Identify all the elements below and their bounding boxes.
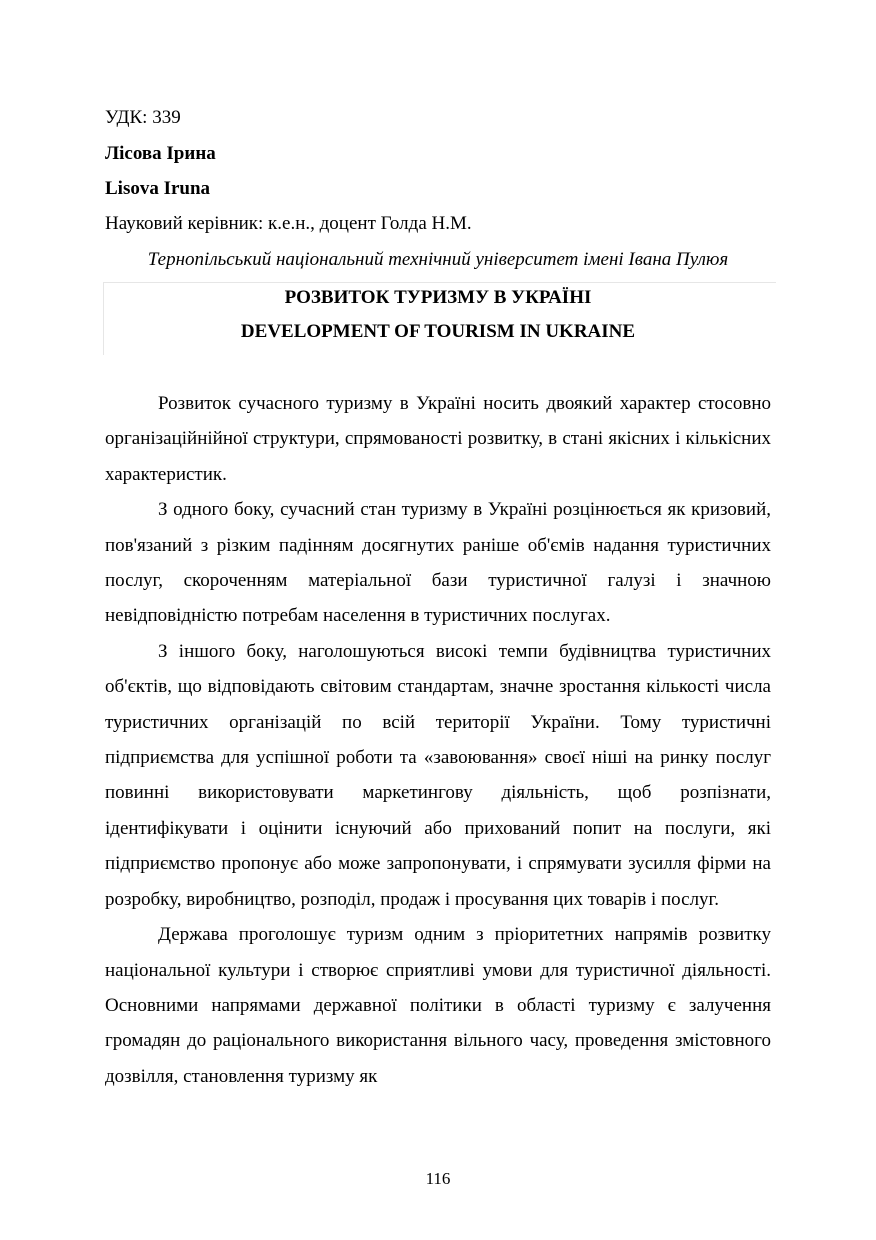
affiliation: Тернопільський національний технічний університет імені Івана Пулюя [147,249,729,270]
page-number: 116 [425,1169,451,1188]
author-name-ua: Лісова Ірина [105,143,216,164]
paragraph: Держава проголошує туризм одним з пріоритетних напрямів розвитку національної культури і створює сприятливі умови для туристичної діяльності. Основними напрямами державної політики в області туризму є залучення громадян до раціонального використання вільного часу, проведення змістовного дозвілля, становлення туризму як [105,924,771,1087]
supervisor-line: Науковий керівник: к.е.н., доцент Голда Н.М. [105,213,472,234]
paragraph: З одного боку, сучасний стан туризму в Україні розцінюється як кризовий, пов'язаний з різким падінням досягнутих раніше об'ємів надання туристичних послуг, скороченням матеріальної бази туристичної галузі і значною невідповідністю потребам населення в туристичних послугах. [105,499,771,627]
paragraph: З іншого боку, наголошуються високі темпи будівництва туристичних об'єктів, що відповідають світовим стандартам, значне зростання кількості числа туристичних організацій по всій території України. Тому туристичні підприємства для успішної роботи та «завоювання» своєї ніші на ринку послуг повинні використовувати маркетингову діяльність, щоб розпізнати, ідентифікувати і оцінити існуючий або прихований попит на послуги, які підприємство пропонує або може запропонувати, і спрямувати зусилля фірми на розробку, виробництво, розподіл, продаж і просування цих товарів і послуг. [105,640,771,910]
udk-code: УДК: 339 [105,107,181,128]
author-name-en: Lisova Iruna [105,178,211,199]
title-en: DEVELOPMENT OF TOURISM IN UKRAINE [240,321,636,342]
title-ua: РОЗВИТОК ТУРИЗМУ В УКРАЇНІ [284,287,592,308]
article-body [105,386,771,1094]
paragraph: Розвиток сучасного туризму в Україні носить двоякий характер стосовно організаційнійної структури, спрямованості розвитку, в стані якісних і кількісних характеристик. [105,393,771,485]
